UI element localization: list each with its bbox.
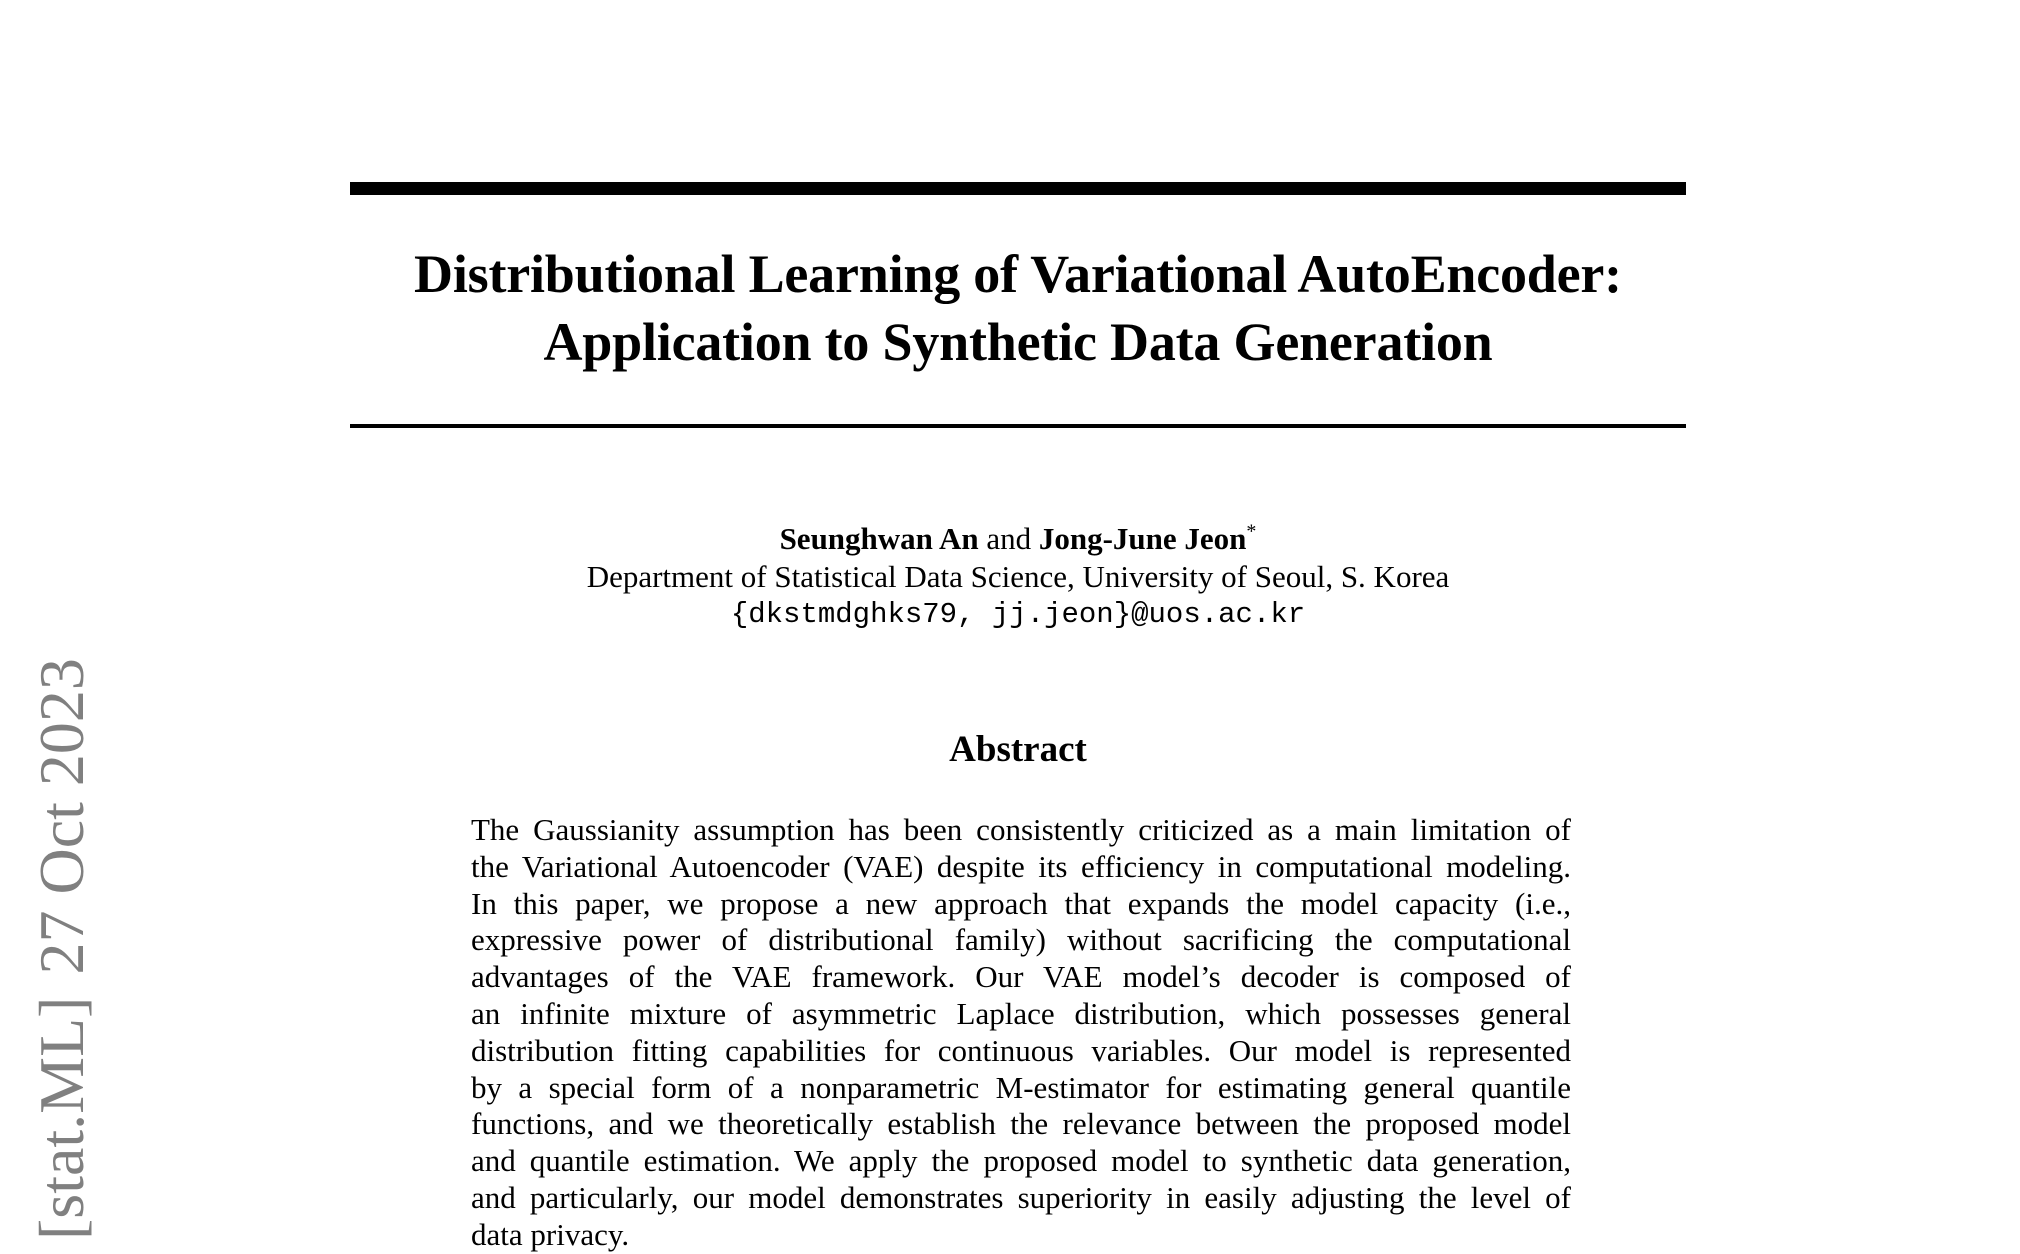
author-email: {dkstmdghks79, jj.jeon}@uos.ac.kr xyxy=(730,598,1306,631)
abstract-heading: Abstract xyxy=(949,729,1087,770)
author-1: Seunghwan An xyxy=(779,521,979,556)
abstract-line: In this paper, we propose a new approach that expands the model capacity (i.e., xyxy=(471,885,1571,921)
abstract-line: the Variational Autoencoder (VAE) despite its efficiency in computational modeling. xyxy=(471,848,1571,884)
abstract-line: advantages of the VAE framework. Our VAE model’s decoder is composed of xyxy=(471,959,1571,995)
abstract-line: data privacy. xyxy=(471,1216,630,1252)
arxiv-identifier-stamp xyxy=(26,658,97,1240)
author-connector: and xyxy=(986,521,1032,556)
title-line-2: Application to Synthetic Data Generation xyxy=(543,312,1493,372)
title-top-rule xyxy=(350,182,1686,195)
abstract-line: expressive power of distributional family) without sacrificing the computational xyxy=(471,922,1571,958)
arxiv-category: [stat.ML] xyxy=(26,996,97,1240)
abstract-line: and quantile estimation. We apply the proposed model to synthetic data generation, xyxy=(471,1143,1571,1179)
abstract-line: functions, and we theoretically establish the relevance between the proposed model xyxy=(471,1106,1571,1142)
abstract-line: distribution fitting capabilities for continuous variables. Our model is represented xyxy=(471,1032,1571,1068)
author-2: Jong-June Jeon xyxy=(1038,521,1247,556)
title-line-1: Distributional Learning of Variational AutoEncoder: xyxy=(414,244,1622,304)
arxiv-date: 27 Oct 2023 xyxy=(26,658,97,975)
abstract-text xyxy=(471,812,1571,1254)
author-names xyxy=(350,520,1686,558)
author-block xyxy=(350,520,1686,634)
abstract-line: an infinite mixture of asymmetric Laplace distribution, which possesses general xyxy=(471,995,1571,1031)
affiliation: Department of Statistical Data Science, University of Seoul, S. Korea xyxy=(586,559,1450,594)
paper-title xyxy=(350,240,1686,376)
abstract-line: The Gaussianity assumption has been consistently criticized as a main limitation of xyxy=(471,812,1571,847)
abstract-line: by a special form of a nonparametric M-estimator for estimating general quantile xyxy=(471,1069,1571,1105)
corresponding-author-mark: * xyxy=(1246,520,1257,543)
abstract-line: and particularly, our model demonstrates superiority in easily adjusting the level of xyxy=(471,1179,1571,1215)
title-bottom-rule xyxy=(350,424,1686,428)
